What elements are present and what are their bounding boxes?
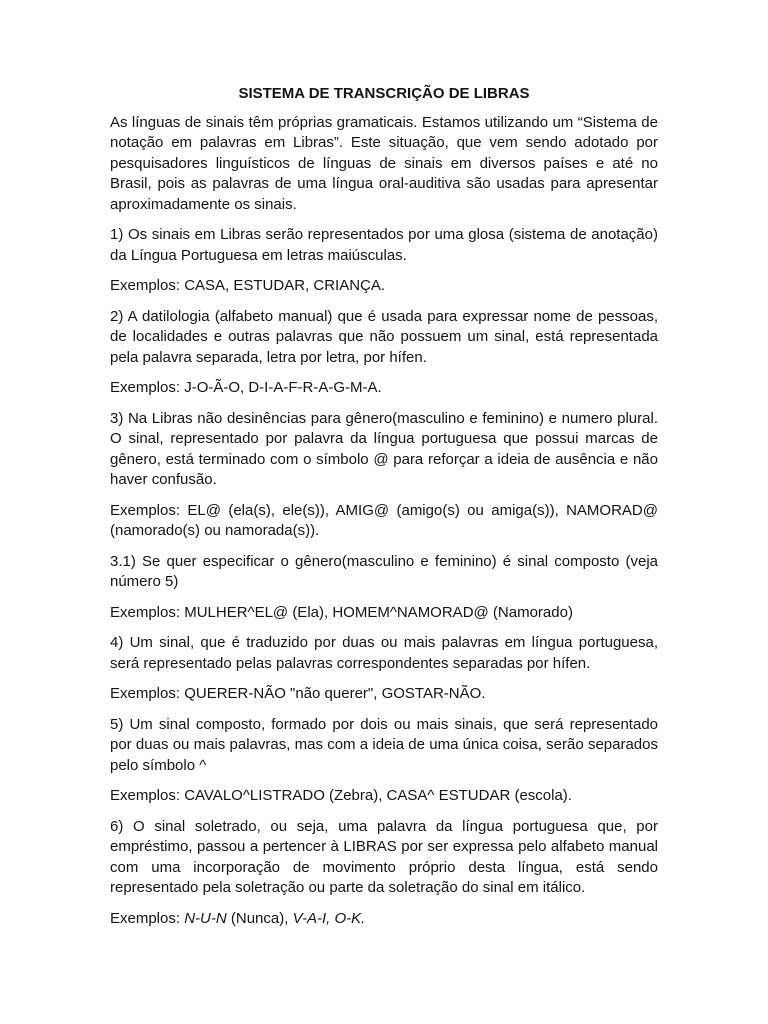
rule-1: 1) Os sinais em Libras serão representados por uma glosa (sistema de anotação) da Língua Portuguesa em letras maiúsculas.: [110, 226, 658, 264]
document-body: [110, 84, 658, 939]
intro-paragraph: As línguas de sinais têm próprias gramaticais. Estamos utilizando um “Sistema de notação em palavras em Libras”. Este situação, que vem sendo adotado por pesquisadores linguísticos de línguas de sinais em diversos países e até no Brasil, pois as palavras de uma língua oral-auditiva são usadas para apresentar aproximadamente os sinais.: [110, 113, 658, 213]
rule-4: 4) Um sinal, que é traduzido por duas ou mais palavras em língua portuguesa, será representado pelas palavras correspondentes separadas por hífen.: [110, 634, 658, 672]
rule-1-example: Exemplos: CASA, ESTUDAR, CRIANÇA.: [110, 277, 386, 294]
rule-6-example-vai-ok: V-A-I, O-K.: [292, 909, 366, 927]
document-title: SISTEMA DE TRANSCRIÇÃO DE LIBRAS: [238, 85, 530, 102]
rule-6-example: [110, 909, 658, 930]
rule-3-1-example: Exemplos: MULHER^EL@ (Ela), HOMEM^NAMORAD@ (Namorado): [110, 603, 573, 621]
rule-3-1: 3.1) Se quer especificar o gênero(masculino e feminino) é sinal composto (veja número 5): [110, 552, 658, 590]
rule-6-example-nunca: N-U-N: [184, 909, 227, 927]
rule-6-example-nunca-gloss: (Nunca),: [226, 909, 293, 927]
rule-5: 5) Um sinal composto, formado por dois ou mais sinais, que será representado por duas ou mais palavras, mas com a ideia de uma única coisa, serão separados pelo símbolo ^: [110, 715, 658, 774]
rule-4-example: Exemplos: QUERER-NÃO "não querer", GOSTAR-NÃO.: [110, 685, 486, 702]
rule-6: 6) O sinal soletrado, ou seja, uma palavra da língua portuguesa que, por empréstimo, passou a pertencer à LIBRAS por ser expressa pelo alfabeto manual com uma incorporação de movimento próprio desta língua, está sendo representado pela soletração ou parte da soletração do sinal em itálico.: [110, 817, 658, 896]
rule-5-example: Exemplos: CAVALO^LISTRADO (Zebra), CASA^ ESTUDAR (escola).: [110, 787, 572, 804]
rule-2-example: Exemplos: J-O-Ã-O, D-I-A-F-R-A-G-M-A.: [110, 379, 382, 396]
rule-3: 3) Na Libras não desinências para gênero(masculino e feminino) e numero plural. O sinal, representado por palavra da língua portuguesa que possui marcas de gênero, está terminado com o símbolo @ para reforçar a ideia de ausência e não haver confusão.: [110, 409, 658, 488]
rule-6-example-prefix: Exemplos:: [110, 909, 185, 927]
rule-2: 2) A datilologia (alfabeto manual) que é usada para expressar nome de pessoas, de localidades e outras palavras que não possuem um sinal, está representada pela palavra separada, letra por letra, por hífen.: [110, 307, 658, 366]
rule-3-example: Exemplos: EL@ (ela(s), ele(s)), AMIG@ (amigo(s) ou amiga(s)), NAMORAD@ (namorado(s) ou namorada(s)).: [110, 501, 658, 539]
